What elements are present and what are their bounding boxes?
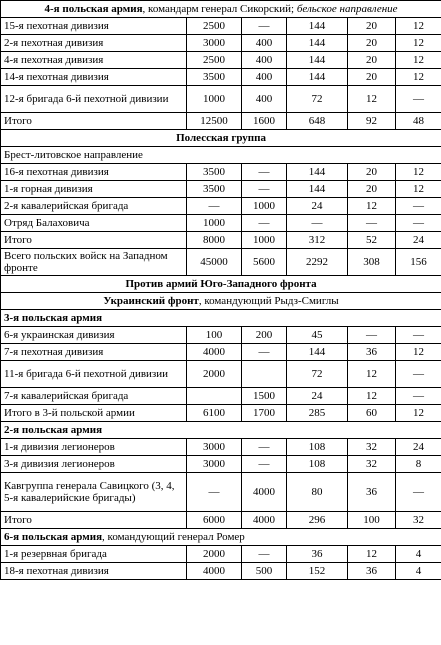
cell-col6: — [396, 361, 441, 388]
cell-col5: 20 [348, 35, 396, 52]
unit-name-cell: Итого в 3-й польской армии [1, 405, 187, 422]
table-row [1, 164, 441, 181]
cell-col5: 100 [348, 512, 396, 529]
cell-col3: — [242, 439, 287, 456]
cell-col4: 72 [287, 86, 348, 113]
section-header-text: Украинский фронт [103, 295, 199, 307]
cell-col2: 2500 [187, 52, 242, 69]
cell-col2: 3500 [187, 69, 242, 86]
cell-col6: 8 [396, 456, 441, 473]
cell-col5: 32 [348, 456, 396, 473]
unit-name-cell: Всего польских войск на Западном фронте [1, 249, 187, 276]
cell-col5: — [348, 327, 396, 344]
cell-col5: 20 [348, 181, 396, 198]
unit-name-cell: Кавгруппа генерала Савицкого (3, 4, 5-я кавалерийские бригады) [1, 473, 187, 512]
table-row [1, 35, 441, 52]
section-header-row [1, 147, 441, 164]
cell-col6: — [396, 198, 441, 215]
cell-col4: 144 [287, 52, 348, 69]
cell-col4: 144 [287, 181, 348, 198]
cell-col3: 500 [242, 563, 287, 580]
cell-col4: — [287, 215, 348, 232]
unit-name-cell: 16-я пехотная дивизия [1, 164, 187, 181]
section-header-text: Полесская группа [176, 132, 266, 144]
table-row [1, 113, 441, 130]
table-row [1, 456, 441, 473]
unit-name-cell: Отряд Балаховича [1, 215, 187, 232]
section-header-row [1, 276, 441, 293]
table-row [1, 18, 441, 35]
cell-col3: — [242, 164, 287, 181]
cell-col6: 24 [396, 439, 441, 456]
cell-col2: 6000 [187, 512, 242, 529]
cell-col3: 5600 [242, 249, 287, 276]
cell-col6: — [396, 388, 441, 405]
cell-col3: 400 [242, 52, 287, 69]
section-header-text: Против армий Юго-Западного фронта [125, 278, 317, 290]
section-header-row [1, 130, 441, 147]
cell-col3: — [242, 18, 287, 35]
cell-col5: 20 [348, 52, 396, 69]
unit-name-cell: 1-я дивизия легионеров [1, 439, 187, 456]
cell-col4: 152 [287, 563, 348, 580]
cell-col3: 200 [242, 327, 287, 344]
section-header-text: 4-я польская армия [44, 3, 143, 15]
section-header-cell [1, 529, 441, 546]
cell-col2: 12500 [187, 113, 242, 130]
cell-col2: 100 [187, 327, 242, 344]
cell-col3: 1700 [242, 405, 287, 422]
unit-name-cell: 3-я дивизия легионеров [1, 456, 187, 473]
cell-col5: 12 [348, 198, 396, 215]
cell-col6: 156 [396, 249, 441, 276]
cell-col3: — [242, 215, 287, 232]
cell-col2: 1000 [187, 86, 242, 113]
table-row [1, 546, 441, 563]
section-header-cell [1, 422, 441, 439]
section-header-text: 3-я польская армия [4, 312, 103, 324]
cell-col6: 12 [396, 35, 441, 52]
cell-col3: 1500 [242, 388, 287, 405]
section-header-row [1, 293, 441, 310]
cell-col4: 80 [287, 473, 348, 512]
section-header-cell [1, 130, 441, 147]
cell-col2: 6100 [187, 405, 242, 422]
cell-col6: 12 [396, 52, 441, 69]
cell-col5: 20 [348, 69, 396, 86]
unit-name-cell: 4-я пехотная дивизия [1, 52, 187, 69]
table-row [1, 52, 441, 69]
cell-col6: 12 [396, 18, 441, 35]
cell-col5: 92 [348, 113, 396, 130]
cell-col4: 45 [287, 327, 348, 344]
cell-col2: — [187, 198, 242, 215]
cell-col2: 1000 [187, 215, 242, 232]
cell-col5: 36 [348, 344, 396, 361]
cell-col4: 2292 [287, 249, 348, 276]
section-header-cell [1, 310, 441, 327]
cell-col2 [187, 388, 242, 405]
unit-name-cell: 7-я кавалерийская бригада [1, 388, 187, 405]
section-header-cell [1, 1, 441, 18]
cell-col3: — [242, 181, 287, 198]
section-header-text: 2-я польская армия [4, 424, 103, 436]
section-header-text: , командующий Рыдз-Смиглы [198, 295, 339, 307]
cell-col2: 3000 [187, 35, 242, 52]
cell-col4: 24 [287, 388, 348, 405]
table-row [1, 344, 441, 361]
cell-col3: 1600 [242, 113, 287, 130]
unit-name-cell: 15-я пехотная дивизия [1, 18, 187, 35]
section-header-row [1, 1, 441, 18]
cell-col4: 648 [287, 113, 348, 130]
cell-col5: 12 [348, 361, 396, 388]
table-row [1, 439, 441, 456]
unit-name-cell: 12-я бригада 6-й пехотной дивизии [1, 86, 187, 113]
cell-col3: — [242, 546, 287, 563]
cell-col5: 12 [348, 388, 396, 405]
cell-col6: — [396, 86, 441, 113]
cell-col5: 60 [348, 405, 396, 422]
cell-col6: 4 [396, 563, 441, 580]
cell-col4: 144 [287, 69, 348, 86]
cell-col3: 400 [242, 69, 287, 86]
cell-col4: 312 [287, 232, 348, 249]
cell-col3 [242, 361, 287, 388]
unit-name-cell: 14-я пехотная дивизия [1, 69, 187, 86]
cell-col4: 144 [287, 18, 348, 35]
cell-col6: 4 [396, 546, 441, 563]
cell-col6: 12 [396, 344, 441, 361]
cell-col3: — [242, 344, 287, 361]
cell-col5: 20 [348, 18, 396, 35]
cell-col6: — [396, 327, 441, 344]
cell-col2: 3000 [187, 456, 242, 473]
unit-name-cell: 1-я горная дивизия [1, 181, 187, 198]
cell-col3: 1000 [242, 198, 287, 215]
section-header-row [1, 529, 441, 546]
unit-name-cell: 7-я пехотная дивизия [1, 344, 187, 361]
cell-col6: 48 [396, 113, 441, 130]
cell-col6: 12 [396, 181, 441, 198]
table-row [1, 69, 441, 86]
cell-col2: 2500 [187, 18, 242, 35]
cell-col4: 72 [287, 361, 348, 388]
table-row [1, 249, 441, 276]
section-header-text: бельское направление [296, 3, 398, 15]
cell-col2: 2000 [187, 361, 242, 388]
cell-col6: — [396, 473, 441, 512]
unit-name-cell: 1-я резервная бригада [1, 546, 187, 563]
cell-col6: 12 [396, 405, 441, 422]
table-row [1, 361, 441, 388]
cell-col6: 12 [396, 69, 441, 86]
section-header-text: , командующий генерал Ромер [102, 531, 245, 543]
section-header-text: , командарм генерал Сикорский; [142, 3, 297, 15]
cell-col2: 8000 [187, 232, 242, 249]
cell-col3: 4000 [242, 473, 287, 512]
unit-name-cell: 18-я пехотная дивизия [1, 563, 187, 580]
table-row [1, 86, 441, 113]
cell-col2: 45000 [187, 249, 242, 276]
cell-col3: — [242, 456, 287, 473]
cell-col4: 144 [287, 35, 348, 52]
section-header-text: 6-я польская армия [4, 531, 103, 543]
cell-col5: 12 [348, 86, 396, 113]
cell-col5: — [348, 215, 396, 232]
table-row [1, 215, 441, 232]
cell-col2: 3500 [187, 164, 242, 181]
cell-col2: 4000 [187, 563, 242, 580]
cell-col4: 24 [287, 198, 348, 215]
unit-name-cell: 11-я бригада 6-й пехотной дивизии [1, 361, 187, 388]
cell-col5: 52 [348, 232, 396, 249]
cell-col4: 108 [287, 439, 348, 456]
section-header-cell [1, 147, 441, 164]
unit-name-cell: 6-я украинская дивизия [1, 327, 187, 344]
section-header-cell [1, 276, 441, 293]
cell-col5: 36 [348, 563, 396, 580]
table-row [1, 512, 441, 529]
cell-col4: 296 [287, 512, 348, 529]
cell-col3: 1000 [242, 232, 287, 249]
section-header-cell [1, 293, 441, 310]
table-row [1, 473, 441, 512]
cell-col3: 4000 [242, 512, 287, 529]
unit-name-cell: Итого [1, 113, 187, 130]
table-row [1, 181, 441, 198]
unit-name-cell: Итого [1, 512, 187, 529]
unit-name-cell: Итого [1, 232, 187, 249]
cell-col2: 2000 [187, 546, 242, 563]
cell-col6: 24 [396, 232, 441, 249]
table-row [1, 405, 441, 422]
cell-col2: 3000 [187, 439, 242, 456]
cell-col5: 36 [348, 473, 396, 512]
cell-col5: 32 [348, 439, 396, 456]
cell-col3: 400 [242, 35, 287, 52]
cell-col4: 285 [287, 405, 348, 422]
unit-name-cell: 2-я кавалерийская бригада [1, 198, 187, 215]
cell-col2: 3500 [187, 181, 242, 198]
table-row [1, 388, 441, 405]
cell-col4: 108 [287, 456, 348, 473]
section-header-row [1, 422, 441, 439]
table-row [1, 232, 441, 249]
cell-col6: — [396, 215, 441, 232]
cell-col2: — [187, 473, 242, 512]
cell-col6: 32 [396, 512, 441, 529]
unit-name-cell: 2-я пехотная дивизия [1, 35, 187, 52]
cell-col5: 308 [348, 249, 396, 276]
cell-col4: 144 [287, 164, 348, 181]
cell-col5: 20 [348, 164, 396, 181]
cell-col5: 12 [348, 546, 396, 563]
table-row [1, 198, 441, 215]
cell-col4: 36 [287, 546, 348, 563]
section-header-text: Брест-литовское направление [4, 149, 143, 161]
table-row [1, 327, 441, 344]
cell-col4: 144 [287, 344, 348, 361]
cell-col6: 12 [396, 164, 441, 181]
cell-col3: 400 [242, 86, 287, 113]
table-row [1, 563, 441, 580]
forces-table-body [1, 1, 441, 580]
section-header-row [1, 310, 441, 327]
cell-col2: 4000 [187, 344, 242, 361]
